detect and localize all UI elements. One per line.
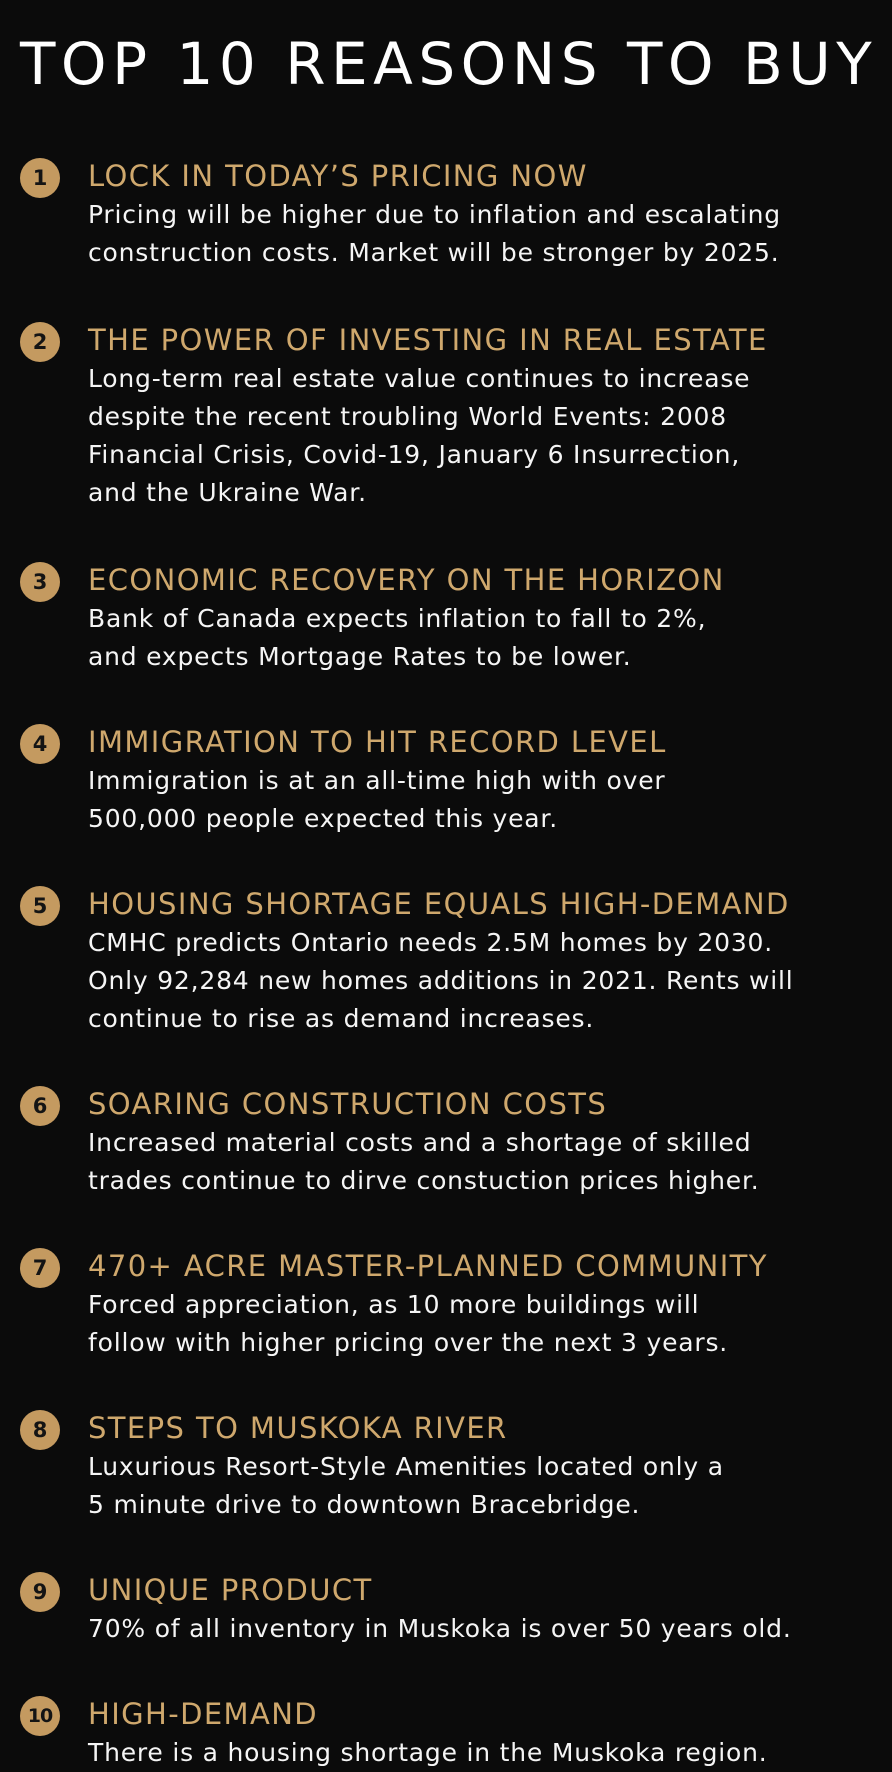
reason-text-line: CMHC predicts Ontario needs 2.5M homes by 2030. [88, 928, 773, 957]
number-badge: 4 [20, 724, 60, 764]
reason-title: SOARING CONSTRUCTION COSTS [88, 1087, 608, 1121]
reason-text-line: 5 minute drive to downtown Bracebridge. [88, 1490, 641, 1519]
reason-text-line: 70% of all inventory in Muskoka is over 50 years old. [88, 1614, 792, 1643]
reason-title: UNIQUE PRODUCT [88, 1573, 373, 1607]
reason-item [20, 1570, 892, 1648]
reason-text-line: trades continue to dirve constuction prices higher. [88, 1166, 760, 1195]
reason-item [20, 722, 892, 838]
reason-text-line: Immigration is at an all-time high with over [88, 766, 666, 795]
number-badge: 6 [20, 1086, 60, 1126]
reason-text-line: and expects Mortgage Rates to be lower. [88, 642, 632, 671]
reason-title: STEPS TO MUSKOKA RIVER [88, 1411, 508, 1445]
reason-item [20, 156, 892, 272]
reason-item [20, 560, 892, 676]
reason-text [88, 1610, 892, 1648]
reason-item [20, 1246, 892, 1362]
reason-item [20, 1694, 892, 1772]
reason-item [20, 884, 892, 1038]
page-title: TOP 10 REASONS TO BUY [20, 30, 878, 98]
reasons-list [20, 156, 892, 1772]
reason-text [88, 1734, 892, 1772]
number-badge: 8 [20, 1410, 60, 1450]
number-badge: 9 [20, 1572, 60, 1612]
reason-text [88, 196, 892, 272]
reason-text-line: Only 92,284 new homes additions in 2021. Rents will [88, 966, 794, 995]
reason-text-line: Bank of Canada expects inflation to fall to 2%, [88, 604, 707, 633]
number-badge: 10 [20, 1696, 60, 1736]
reason-text [88, 360, 892, 512]
reason-text-line: There is a housing shortage in the Muskoka region. [88, 1738, 768, 1767]
reason-text-line: construction costs. Market will be stronger by 2025. [88, 238, 780, 267]
reason-text-line: continue to rise as demand increases. [88, 1004, 595, 1033]
reason-text-line: Financial Crisis, Covid-19, January 6 Insurrection, [88, 440, 741, 469]
reason-title: IMMIGRATION TO HIT RECORD LEVEL [88, 725, 667, 759]
number-badge: 1 [20, 158, 60, 198]
number-badge: 3 [20, 562, 60, 602]
number-badge: 2 [20, 322, 60, 362]
reason-title: LOCK IN TODAY’S PRICING NOW [88, 159, 588, 193]
reason-title: HOUSING SHORTAGE EQUALS HIGH-DEMAND [88, 887, 790, 921]
reason-text-line: Luxurious Resort-Style Amenities located only a [88, 1452, 724, 1481]
reason-text-line: 500,000 people expected this year. [88, 804, 558, 833]
reason-item [20, 1408, 892, 1524]
reason-item [20, 320, 892, 512]
reason-text-line: despite the recent troubling World Events: 2008 [88, 402, 727, 431]
reason-text-line: Pricing will be higher due to inflation and escalating [88, 200, 781, 229]
reason-title: HIGH-DEMAND [88, 1697, 319, 1731]
reason-text [88, 1448, 892, 1524]
reason-item [20, 1084, 892, 1200]
reason-text [88, 1124, 892, 1200]
reason-text [88, 762, 892, 838]
reason-text-line: Long-term real estate value continues to increase [88, 364, 751, 393]
reason-text [88, 1286, 892, 1362]
reason-title: ECONOMIC RECOVERY ON THE HORIZON [88, 563, 725, 597]
reason-title: THE POWER OF INVESTING IN REAL ESTATE [88, 323, 768, 357]
reason-text [88, 600, 892, 676]
reason-text-line: Increased material costs and a shortage of skilled [88, 1128, 752, 1157]
reason-title: 470+ ACRE MASTER-PLANNED COMMUNITY [88, 1249, 768, 1283]
reason-text-line: and the Ukraine War. [88, 478, 367, 507]
reason-text-line: Forced appreciation, as 10 more buildings will [88, 1290, 700, 1319]
number-badge: 7 [20, 1248, 60, 1288]
reason-text [88, 924, 892, 1038]
reason-text-line: follow with higher pricing over the next 3 years. [88, 1328, 729, 1357]
number-badge: 5 [20, 886, 60, 926]
